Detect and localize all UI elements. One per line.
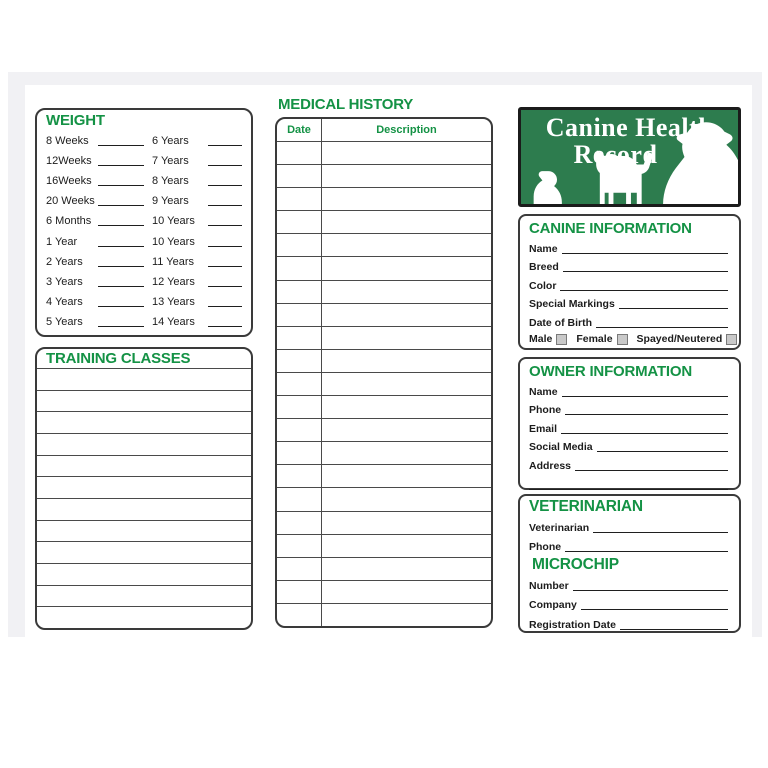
weight-age-label: 3 Years <box>46 275 83 288</box>
medical-description-cell <box>322 327 491 349</box>
weight-age-label: 8 Weeks <box>46 135 89 148</box>
medical-description-cell <box>322 234 491 256</box>
blank-line <box>565 551 728 552</box>
medical-date-cell <box>277 234 322 256</box>
training-classes-section <box>35 347 253 630</box>
owner-field-label: Phone <box>529 404 562 417</box>
training-blank-row <box>37 606 251 628</box>
training-classes-title: TRAINING CLASSES <box>46 350 191 367</box>
medical-history-row <box>277 234 491 257</box>
medical-history-row <box>277 442 491 465</box>
medical-date-cell <box>277 558 322 580</box>
blank-line <box>98 326 144 327</box>
sex-option <box>529 333 567 345</box>
blank-line <box>208 266 242 267</box>
medical-description-column-header: Description <box>376 124 437 136</box>
canine-health-record-logo <box>518 107 741 207</box>
medical-description-cell <box>322 257 491 279</box>
blank-line <box>98 165 144 166</box>
training-blank-row <box>37 476 251 498</box>
blank-line <box>98 145 144 146</box>
weight-row <box>46 292 242 312</box>
blank-line <box>563 271 728 272</box>
training-blank-row <box>37 368 251 390</box>
owner-field-label: Address <box>529 459 572 472</box>
veterinarian-section <box>518 494 741 633</box>
medical-history-row <box>277 165 491 188</box>
weight-title: WEIGHT <box>46 112 105 129</box>
owner-field-label: Name <box>529 385 558 398</box>
medical-history-table <box>275 117 493 628</box>
weight-age-label: 13 Years <box>152 295 195 308</box>
veterinarian-field-row <box>529 516 730 536</box>
medical-date-cell <box>277 419 322 441</box>
blank-line <box>575 470 728 471</box>
weight-age-label: 2 Years <box>46 255 83 268</box>
medical-history-row <box>277 327 491 350</box>
blank-line <box>208 225 242 226</box>
weight-age-label: 20 Weeks <box>46 195 95 208</box>
canine-information-fields <box>520 238 739 331</box>
training-blank-row <box>37 411 251 433</box>
sex-option-label: Male <box>529 333 553 346</box>
weight-age-label: 7 Years <box>152 155 189 168</box>
blank-line <box>208 165 242 166</box>
blank-line <box>98 306 144 307</box>
medical-history-row <box>277 465 491 488</box>
sex-option <box>637 333 738 345</box>
blank-line <box>208 306 242 307</box>
medical-date-cell <box>277 327 322 349</box>
medical-description-cell <box>322 488 491 510</box>
owner-extra-blank-row <box>529 474 730 493</box>
blank-line <box>98 246 144 247</box>
medical-history-rows <box>277 142 491 626</box>
medical-date-cell <box>277 211 322 233</box>
weight-age-label: 14 Years <box>152 315 195 328</box>
owner-field-row <box>529 400 730 419</box>
blank-line <box>561 433 728 434</box>
canine-field-label: Color <box>529 279 557 292</box>
blank-line <box>562 396 728 397</box>
training-blank-row <box>37 520 251 542</box>
weight-rows <box>46 131 242 332</box>
owner-information-fields <box>520 381 739 493</box>
medical-date-cell <box>277 512 322 534</box>
weight-row <box>46 191 242 211</box>
medical-description-cell <box>322 373 491 395</box>
blank-line <box>208 205 242 206</box>
medical-description-cell <box>322 396 491 418</box>
veterinarian-title: VETERINARIAN <box>529 498 643 515</box>
medical-date-cell <box>277 373 322 395</box>
logo-title-line1: Canine Health <box>545 113 714 142</box>
canine-information-title: CANINE INFORMATION <box>529 220 692 237</box>
owner-field-row <box>529 455 730 474</box>
weight-age-label: 12Weeks <box>46 155 92 168</box>
blank-line <box>98 185 144 186</box>
weight-age-label: 5 Years <box>46 315 83 328</box>
weight-row <box>46 312 242 332</box>
blank-line <box>208 145 242 146</box>
training-blank-row <box>37 585 251 607</box>
weight-row <box>46 151 242 171</box>
medical-date-cell <box>277 281 322 303</box>
training-blank-row <box>37 455 251 477</box>
training-classes-rows <box>37 368 251 628</box>
canine-field-label: Special Markings <box>529 298 615 311</box>
blank-line <box>208 185 242 186</box>
weight-age-label: 4 Years <box>46 295 83 308</box>
microchip-field-row <box>529 574 730 594</box>
weight-row <box>46 252 242 272</box>
medical-date-cell <box>277 442 322 464</box>
blank-line <box>619 308 728 309</box>
checkbox-icon <box>726 334 737 345</box>
microchip-title: MICROCHIP <box>532 556 619 573</box>
blank-line <box>573 590 728 591</box>
owner-information-title: OWNER INFORMATION <box>529 363 692 380</box>
blank-line <box>581 609 728 610</box>
blank-line <box>596 327 728 328</box>
blank-line <box>98 286 144 287</box>
canine-field-label: Name <box>529 242 558 255</box>
medical-description-cell <box>322 281 491 303</box>
medical-history-row <box>277 512 491 535</box>
sex-option-label: Female <box>576 333 613 346</box>
owner-field-label: Social Media <box>529 441 593 454</box>
canine-field-row <box>529 257 730 276</box>
logo-title-line2: Record <box>573 140 658 169</box>
canine-field-label: Date of Birth <box>529 316 592 329</box>
medical-description-cell <box>322 350 491 372</box>
medical-description-cell <box>322 304 491 326</box>
medical-history-row <box>277 581 491 604</box>
weight-age-label: 8 Years <box>152 175 189 188</box>
weight-age-label: 1 Year <box>46 235 78 248</box>
medical-date-cell <box>277 142 322 164</box>
medical-history-row <box>277 142 491 165</box>
weight-age-label: 10 Years <box>152 215 195 228</box>
medical-description-cell <box>322 419 491 441</box>
medical-history-row <box>277 350 491 373</box>
blank-line <box>208 246 242 247</box>
checkbox-icon <box>556 334 567 345</box>
veterinarian-field-row <box>529 536 730 556</box>
blank-line <box>593 532 728 533</box>
blank-line <box>98 205 144 206</box>
canine-field-row <box>529 312 730 331</box>
checkbox-icon <box>617 334 628 345</box>
weight-row <box>46 231 242 251</box>
blank-line <box>560 290 728 291</box>
weight-age-label: 6 Months <box>46 215 92 228</box>
canine-field-row <box>529 294 730 313</box>
owner-field-row <box>529 381 730 400</box>
medical-date-cell <box>277 535 322 557</box>
weight-age-label: 12 Years <box>152 275 195 288</box>
medical-date-cell <box>277 581 322 603</box>
weight-row <box>46 131 242 151</box>
medical-history-row <box>277 558 491 581</box>
training-blank-row <box>37 541 251 563</box>
sex-option <box>576 333 627 345</box>
medical-date-cell <box>277 165 322 187</box>
weight-section <box>35 108 253 337</box>
blank-line <box>562 253 728 254</box>
canine-information-section <box>518 214 741 350</box>
blank-line <box>597 451 728 452</box>
medical-history-row <box>277 419 491 442</box>
medical-history-row <box>277 304 491 327</box>
canine-field-row <box>529 275 730 294</box>
weight-age-label: 11 Years <box>152 255 195 268</box>
owner-information-section <box>518 357 741 490</box>
owner-field-label: Email <box>529 422 558 435</box>
weight-age-label: 16Weeks <box>46 175 92 188</box>
weight-row <box>46 211 242 231</box>
puppy-silhouette-icon <box>534 171 562 204</box>
medical-history-row <box>277 396 491 419</box>
medical-description-cell <box>322 211 491 233</box>
medical-description-cell <box>322 604 491 626</box>
medical-description-cell <box>322 165 491 187</box>
medical-date-cell <box>277 604 322 626</box>
medical-description-cell <box>322 535 491 557</box>
medical-description-cell <box>322 512 491 534</box>
medical-history-row <box>277 188 491 211</box>
training-blank-row <box>37 563 251 585</box>
weight-row <box>46 171 242 191</box>
blank-line <box>98 225 144 226</box>
medical-date-cell <box>277 304 322 326</box>
medical-history-header-row <box>277 119 491 142</box>
canine-field-row <box>529 238 730 257</box>
medical-date-cell <box>277 465 322 487</box>
medical-description-cell <box>322 558 491 580</box>
weight-age-label: 6 Years <box>152 135 189 148</box>
medical-description-cell <box>322 442 491 464</box>
training-blank-row <box>37 390 251 412</box>
blank-line <box>529 489 728 490</box>
canine-field-label: Breed <box>529 261 559 274</box>
sex-option-label: Spayed/Neutered <box>636 333 723 346</box>
owner-field-row <box>529 437 730 456</box>
weight-row <box>46 272 242 292</box>
blank-line <box>620 629 728 630</box>
medical-description-cell <box>322 188 491 210</box>
medical-description-cell <box>322 581 491 603</box>
medical-history-row <box>277 281 491 304</box>
medical-date-column-header: Date <box>277 119 322 141</box>
veterinarian-field-label: Veterinarian <box>529 521 590 534</box>
owner-field-row <box>529 418 730 437</box>
weight-age-label: 9 Years <box>152 195 189 208</box>
microchip-field-label: Registration Date <box>529 618 616 631</box>
microchip-field-label: Company <box>529 599 577 611</box>
medical-date-cell <box>277 188 322 210</box>
microchip-field-row <box>529 613 730 633</box>
medical-history-row <box>277 211 491 234</box>
medical-date-cell <box>277 257 322 279</box>
training-blank-row <box>37 433 251 455</box>
medical-date-cell <box>277 488 322 510</box>
medical-history-row <box>277 488 491 511</box>
microchip-fields <box>520 574 739 633</box>
veterinarian-field-label: Phone <box>529 541 562 553</box>
medical-history-row <box>277 257 491 280</box>
microchip-field-row <box>529 594 730 614</box>
medical-history-title: MEDICAL HISTORY <box>278 96 414 113</box>
medical-history-row <box>277 604 491 626</box>
medical-description-cell <box>322 142 491 164</box>
medical-date-cell <box>277 350 322 372</box>
medical-history-row <box>277 535 491 558</box>
weight-age-label: 10 Years <box>152 235 195 248</box>
blank-line <box>208 286 242 287</box>
blank-line <box>98 266 144 267</box>
blank-line <box>208 326 242 327</box>
sex-checkbox-row <box>520 331 739 348</box>
medical-history-row <box>277 373 491 396</box>
training-blank-row <box>37 498 251 520</box>
blank-line <box>565 414 728 415</box>
microchip-field-label: Number <box>529 579 569 592</box>
veterinarian-fields <box>520 516 739 555</box>
medical-date-cell <box>277 396 322 418</box>
medical-description-cell <box>322 465 491 487</box>
